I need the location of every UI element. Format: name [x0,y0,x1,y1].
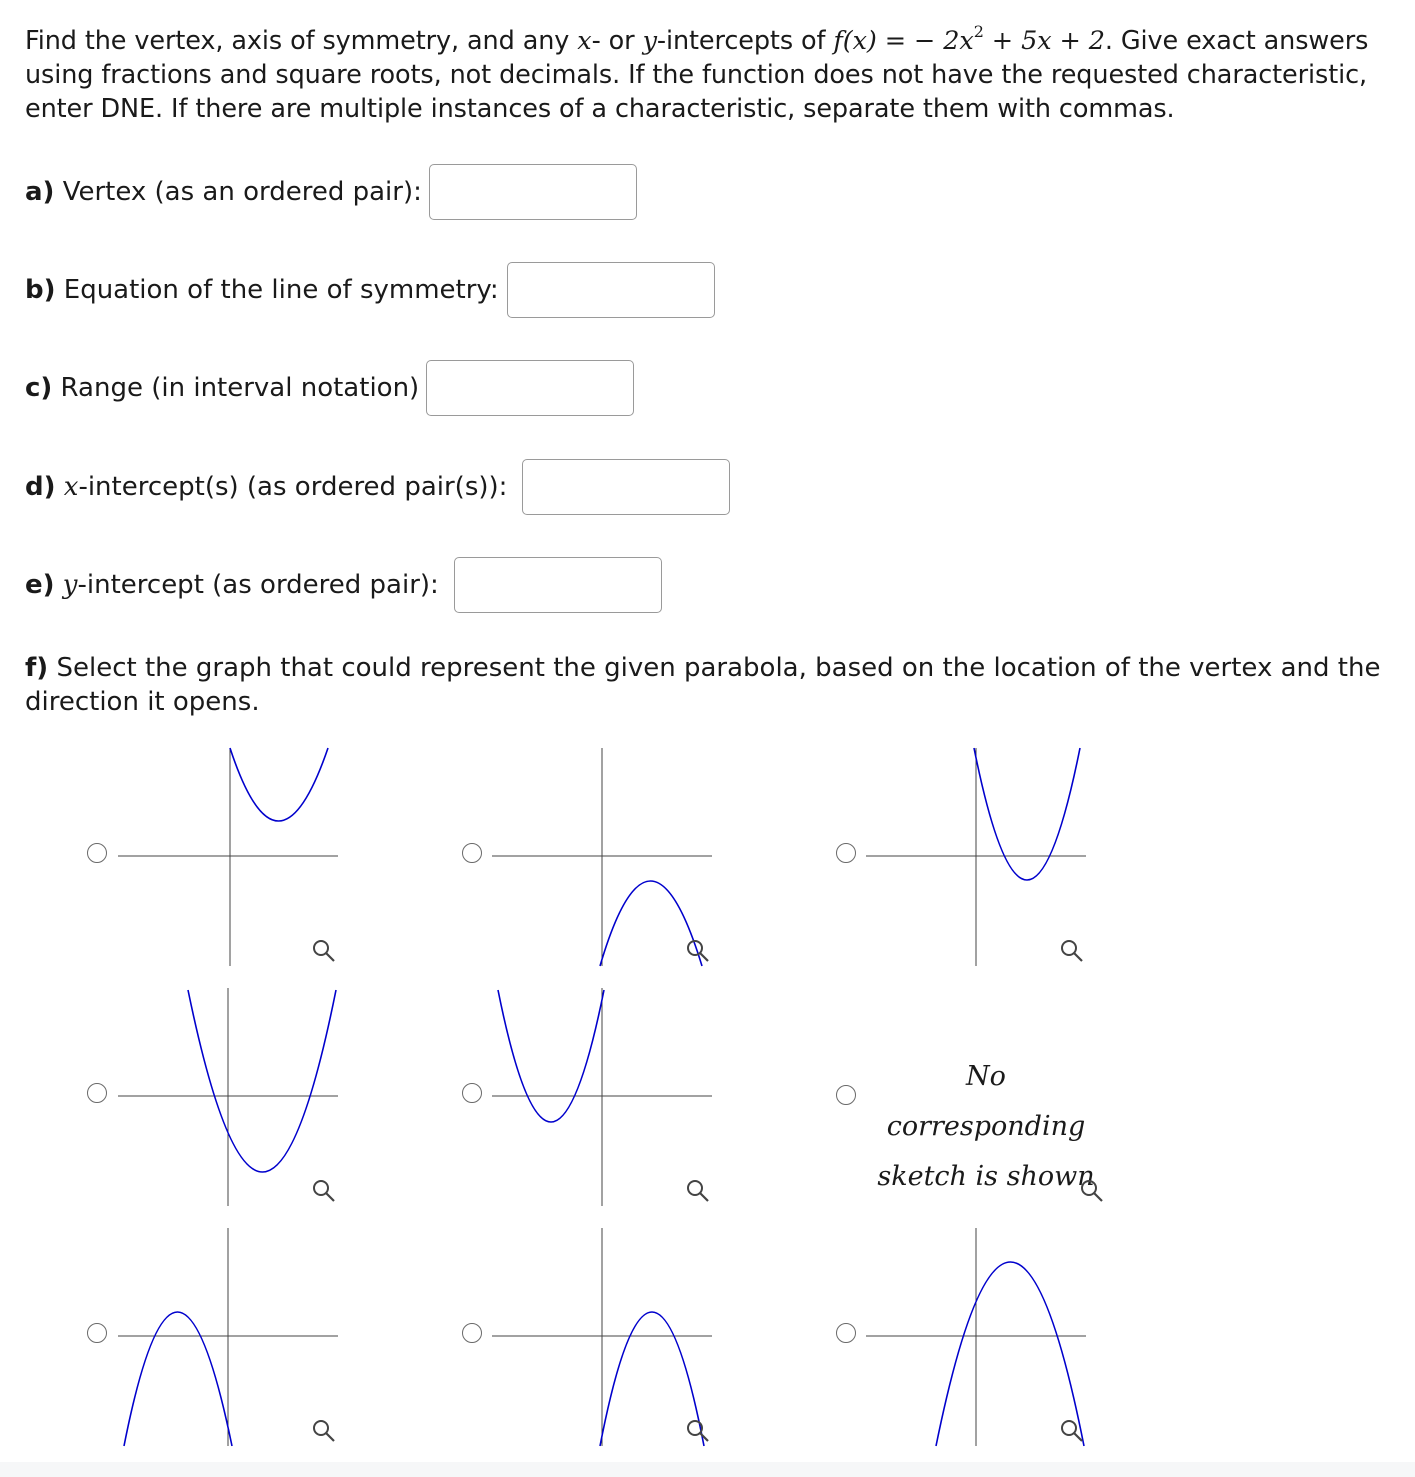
parabola-curve [498,990,604,1122]
question-f [25,651,1400,719]
intro-text-4: . Give exact answers using fractions and square roots, not decimals. If the function does not have the requested characteristic, enter DNE. If there are multiple instances of a characteristic, separate them with commas. [25,26,1369,124]
x-intercepts-input[interactable] [522,459,730,515]
graph-option-8-radio[interactable] [462,1323,482,1343]
question-c-label: c) [25,373,53,403]
function-name: f(x) [833,26,877,56]
parabola-curve [124,1312,232,1446]
graph-option-7-radio[interactable] [87,1323,107,1343]
magnify-icon[interactable] [311,1178,337,1204]
question-d [25,470,507,504]
magnify-icon[interactable] [685,938,711,964]
equals-sign: = [876,26,915,56]
question-b-label: b) [25,275,56,305]
intro-text-2: - or [591,26,643,56]
question-e [25,568,439,602]
intro-text-1: Find the vertex, axis of symmetry, and any [25,26,578,56]
intro-text-3: -intercepts of [656,26,834,56]
question-f-text: Select the graph that could represent the given parabola, based on the location of the vertex and the direction it opens. [25,653,1381,717]
parabola-curve [188,990,336,1172]
graph-option-2-radio[interactable] [462,843,482,863]
problem-statement [25,24,1410,126]
question-a [25,175,422,209]
question-a-text: Vertex (as an ordered pair): [54,177,422,207]
question-d-label: d) [25,472,56,502]
question-b [25,273,499,307]
page-footer-strip [0,1462,1415,1477]
question-c [25,371,419,405]
graph-option-1-radio[interactable] [87,843,107,863]
question-e-text: -intercept (as ordered pair): [77,570,439,600]
magnify-icon[interactable] [1079,1178,1105,1204]
question-b-text: Equation of the line of symmetry: [55,275,499,305]
parabola-curve [974,748,1080,880]
magnify-icon[interactable] [1059,1418,1085,1444]
no-corresponding-sketch [866,1052,1106,1202]
no-corresponding-line1: No corresponding [886,1061,1086,1142]
magnify-icon[interactable] [685,1418,711,1444]
question-e-label: e) [25,570,55,600]
magnify-icon[interactable] [685,1178,711,1204]
exponent: 2 [973,22,984,41]
y-intercept-input[interactable] [454,557,662,613]
function-term-1: − 2x [914,26,974,56]
x-variable: x [577,26,592,56]
graph-option-3-radio[interactable] [836,843,856,863]
question-f-label: f) [25,653,49,683]
y-variable: y [642,26,657,56]
graph-option-5-radio[interactable] [462,1083,482,1103]
vertex-input[interactable] [429,164,637,220]
question-c-text: Range (in interval notation) [52,373,420,403]
question-d-var: x [63,472,79,502]
line-of-symmetry-input[interactable] [507,262,715,318]
graph-option-6-radio[interactable] [836,1085,856,1105]
question-e-var: y [62,570,78,600]
function-term-2: + 5x + 2 [983,26,1105,56]
magnify-icon[interactable] [1059,938,1085,964]
question-a-label: a) [25,177,55,207]
parabola-curve [230,748,328,821]
magnify-icon[interactable] [311,938,337,964]
no-corresponding-line2: sketch is shown [877,1161,1095,1192]
graph-option-9-radio[interactable] [836,1323,856,1343]
graph-option-4-radio[interactable] [87,1083,107,1103]
magnify-icon[interactable] [311,1418,337,1444]
range-input[interactable] [426,360,634,416]
question-d-text: -intercept(s) (as ordered pair(s)): [78,472,508,502]
